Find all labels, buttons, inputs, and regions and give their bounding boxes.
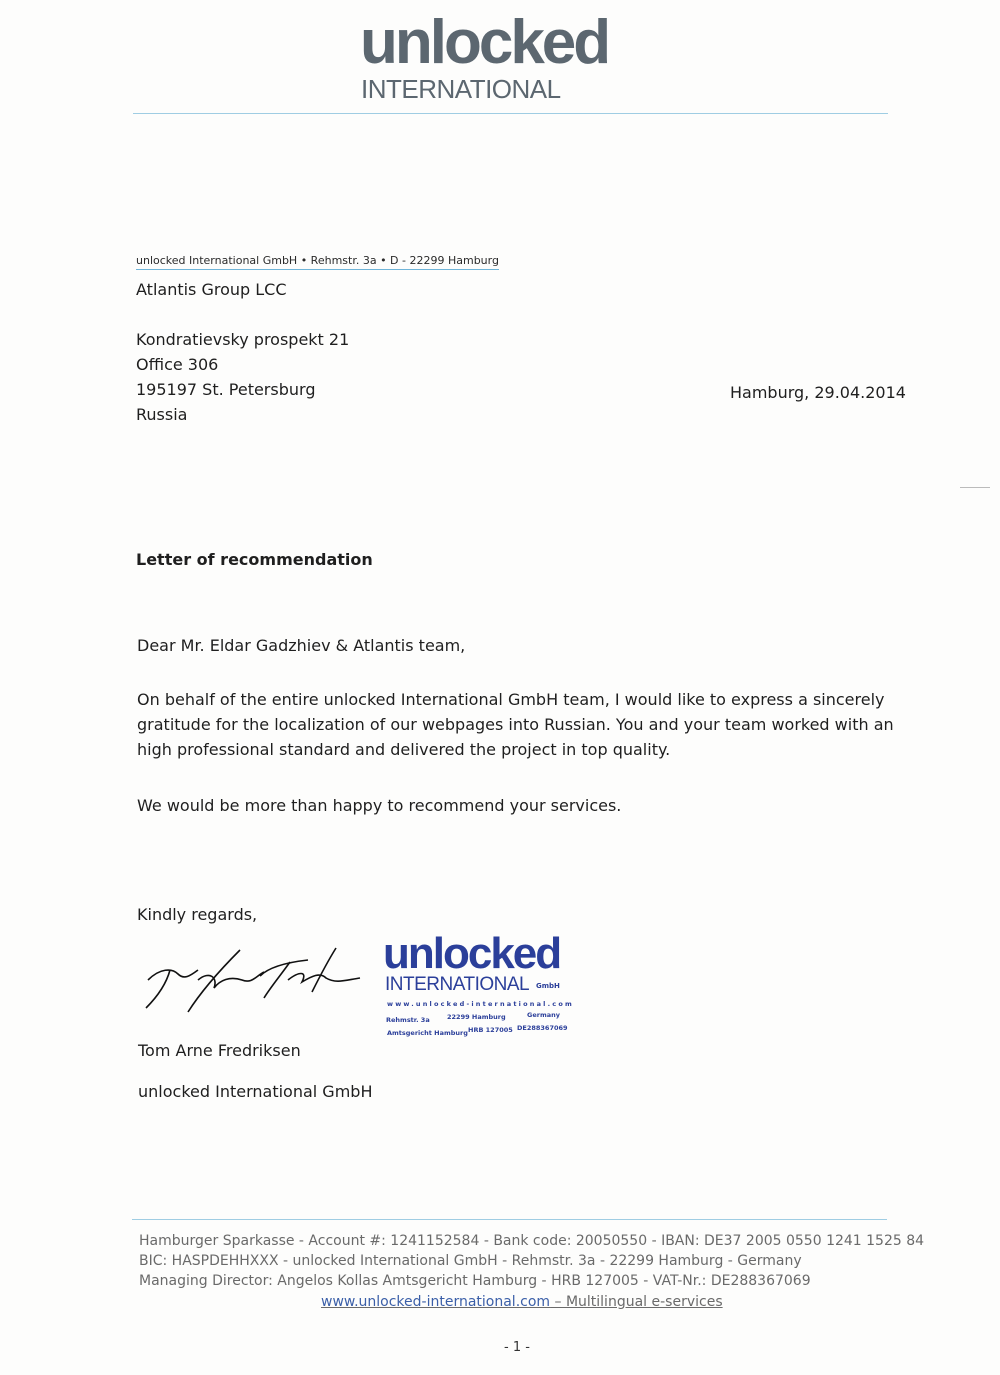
fold-mark [960,487,990,488]
company-logo: unlocked [360,8,609,77]
stamp-hrb: HRB 127005 [468,1026,513,1034]
footer-bank-line: Hamburger Sparkasse - Account #: 1241152584 - Bank code: 20050550 - IBAN: DE37 2005 0550 1241 1525 84 [139,1233,925,1249]
recipient-street: Kondratievsky prospekt 21 [136,330,350,349]
company-logo-subtitle: INTERNATIONAL [361,74,561,104]
recipient-company: Atlantis Group LCC [136,280,287,299]
stamp-gmbh: GmbH [536,982,560,990]
recipient-office: Office 306 [136,355,219,374]
company-stamp [383,929,574,1042]
recipient-city: 195197 St. Petersburg [136,380,316,399]
footer-divider [132,1219,887,1220]
letter-date: Hamburg, 29.04.2014 [730,383,906,402]
stamp-zip: 22299 Hamburg [447,1013,506,1021]
recipient-country: Russia [136,405,188,424]
handwritten-signature [140,940,375,1020]
stamp-website: www.unlocked-international.com [387,1000,574,1008]
stamp-street: Rehmstr. 3a [386,1016,430,1024]
stamp-logo: unlocked [383,929,561,978]
footer-website-link[interactable] [321,1294,723,1310]
sender-address-line: unlocked International GmbH • Rehmstr. 3a • D - 22299 Hamburg [136,254,499,270]
footer-registry-line: Managing Director: Angelos Kollas Amtsgericht Hamburg - HRB 127005 - VAT-Nr.: DE288367069 [139,1273,811,1289]
footer-tagline: – Multilingual e-services [550,1294,723,1310]
closing: Kindly regards, [137,905,258,924]
signer-name: Tom Arne Fredriksen [138,1041,301,1060]
stamp-country: Germany [527,1011,560,1019]
footer-url[interactable]: www.unlocked-international.com [321,1294,551,1310]
stamp-court: Amtsgericht Hamburg [387,1029,468,1037]
body-paragraph: On behalf of the entire unlocked International GmbH team, I would like to express a sincerely gratitude for the localization of our webpages into Russian. You and your team worked with an high professional standard and delivered the project in top quality. [137,690,894,759]
body-paragraph: We would be more than happy to recommend your services. [137,796,622,815]
letter-subject: Letter of recommendation [136,550,373,569]
page-number: - 1 - [504,1340,530,1355]
stamp-logo-subtitle: INTERNATIONAL [385,974,530,995]
salutation: Dear Mr. Eldar Gadzhiev & Atlantis team, [137,636,466,655]
signer-company: unlocked International GmbH [138,1082,373,1101]
stamp-vat: DE288367069 [517,1024,568,1032]
footer-address-line: BIC: HASPDEHHXXX - unlocked International GmbH - Rehmstr. 3a - 22299 Hamburg - Germany [139,1253,802,1269]
header-divider [133,113,888,114]
